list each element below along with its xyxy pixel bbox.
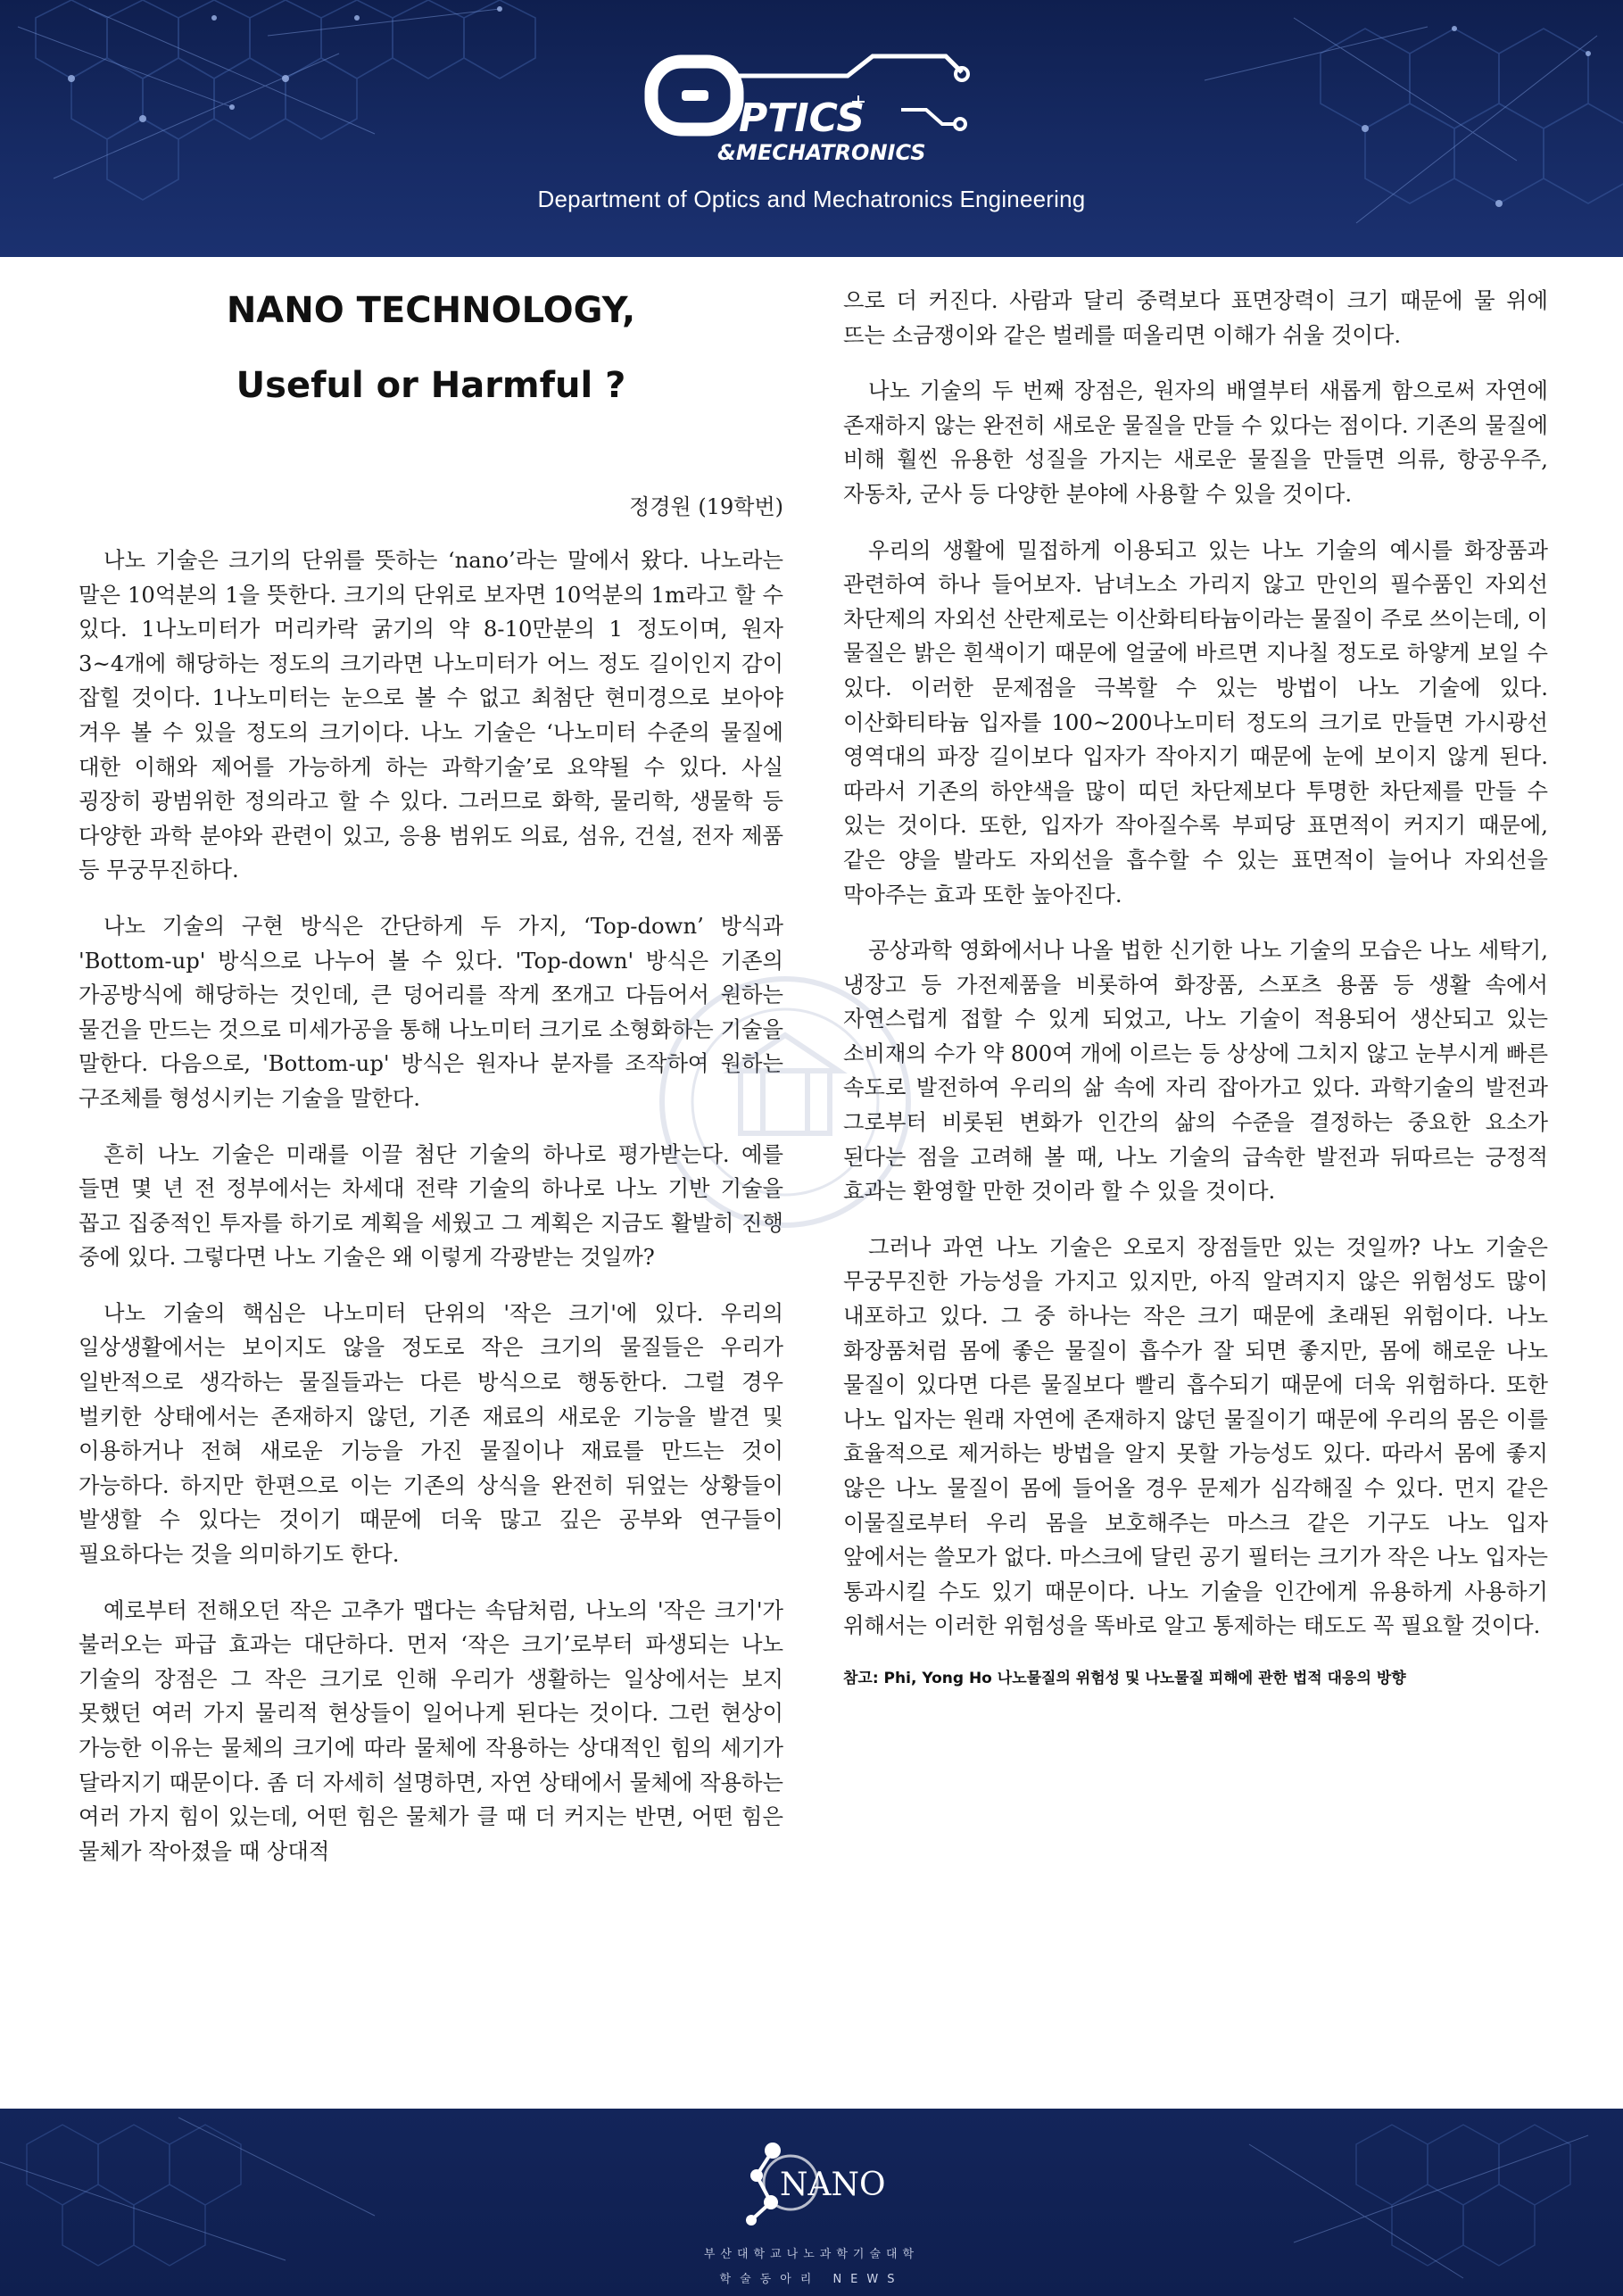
paragraph: 공상과학 영화에서나 나올 법한 신기한 나노 기술의 모습은 나노 세탁기, 냉장고 등 가전제품을 비롯하여 화장품, 스포츠 용품 등 생활 속에서 자연스럽게 접할 수 있게 되었고, 나노 기술이 적용되어 생산되고 있는 소비재의 수가 약 800여 개에 이르는 등 상상에 그치지 않고 눈부시게 빠른 속도로 발전하여 우리의 삶 속에 자리 잡아가고 있다. 과학기술의 발전과 그로부터 비롯된 변화가 인간의 삶의 수준을 결정하는 중요한 요소가 된다는 점을 고려해 볼 때, 나노 기술의 급속한 발전과 뒤따르는 긍정적 효과는 환영할 만한 것이라 할 수 있을 것이다. (843, 937, 1548, 1205)
logo-main-text: PTICS (739, 95, 865, 141)
paragraph: 나노 기술은 크기의 단위를 뜻하는 ‘nano’라는 말에서 왔다. 나노라는 말은 10억분의 1을 뜻한다. 크기의 단위로 보자면 10억분의 1m라고 할 수 있다. 1나노미터가 머리카락 굵기의 약 8-10만분의 1 정도이며, 원자 3~4개에 해당하는 정도의 크기라면 나노미터가 어느 정도 길이인지 감이 잡힐 것이다. 1나노미터는 눈으로 볼 수 없고 최첨단 현미경으로 보아야 겨우 볼 수 있을 정도의 크기이다. 나노 기술은 ‘나노미터 수준의 물질에 대한 이해와 제어를 가능하게 하는 과학기술’로 요약될 수 있다. 사실 굉장히 광범위한 정의라고 할 수 있다. 그러므로 화학, 물리학, 생물학 등 다양한 과학 분야와 관련이 있고, 응용 범위도 의료, 섬유, 건설, 전자 제품 등 무궁무진하다. (79, 547, 783, 883)
footer-college-name: 부산대학교나노과학기술대학 (703, 2248, 920, 2261)
optics-logo-icon (625, 49, 999, 170)
paragraph: 흔히 나노 기술은 미래를 이끌 첨단 기술의 하나로 평가받는다. 예를 들면 몇 년 전 정부에서는 차세대 전략 기술의 하나로 나노 기반 기술을 꼽고 집중적인 투자를 하기로 계획을 세웠고 그 계획은 지금도 활발히 진행 중에 있다. 그렇다면 나노 기술은 왜 이렇게 각광받는 것일까? (79, 1140, 783, 1271)
reference-note: 참고: Phi, Yong Ho 나노물질의 위험성 및 나노물질 피해에 관한 법적 대응의 방향 (843, 1669, 1406, 1687)
article-right-column (843, 284, 1548, 1692)
article-title-line2: Useful or Harmful ? (236, 365, 626, 406)
paragraph: 으로 더 커진다. 사람과 달리 중력보다 표면장력이 크기 때문에 물 위에 뜨는 소금쟁이와 같은 벌레를 떠올리면 이해가 쉬울 것이다. (843, 287, 1548, 348)
footer-club-news: 학술동아리 NEWS (719, 2273, 904, 2286)
paragraph: 그러나 과연 나노 기술은 오로지 장점들만 있는 것일까? 나노 기술은 무궁무진한 가능성을 가지고 있지만, 아직 알려지지 않은 위험성도 많이 내포하고 있다. 그 중 하나는 작은 크기 때문에 초래된 위험이다. 나노 화장품처럼 몸에 좋은 물질이 흡수가 잘 되면 좋지만, 몸에 해로운 나노 물질이 있다면 다른 물질보다 빨리 흡수되기 때문에 더욱 위험하다. 또한 나노 입자는 원래 자연에 존재하지 않던 물질이기 때문에 우리의 몸은 이를 효율적으로 제거하는 방법을 알지 못할 가능성도 있다. 따라서 몸에 좋지 않은 나노 물질이 몸에 들어올 경우 문제가 심각해질 수 있다. 먼지 같은 이물질로부터 우리 몸을 보호해주는 마스크 같은 기구도 나노 입자 앞에서는 쓸모가 없다. 마스크에 달린 공기 필터는 크기가 작은 나노 입자는 통과시킬 수도 있기 때문이다. 나노 기술을 인간에게 유용하게 사용하기 위해서는 이러한 위험성을 똑바로 알고 통제하는 태도도 꼭 필요할 것이다. (843, 1233, 1548, 1639)
article-left-column (79, 277, 783, 1890)
paragraph: 나노 기술의 두 번째 장점은, 원자의 배열부터 새롭게 함으로써 자연에 존재하지 않는 완전히 새로운 물질을 만들 수 있다는 점이다. 기존의 물질에 비해 훨씬 유용한 성질을 가지는 새로운 물질을 만들면 의류, 항공우주, 자동차, 군사 등 다양한 분야에 사용할 수 있을 것이다. (843, 377, 1548, 507)
nano-logo-text: NANO (780, 2167, 886, 2203)
nano-logo (737, 2131, 889, 2229)
paragraph: 예로부터 전해오던 작은 고추가 맵다는 속담처럼, 나노의 '작은 크기'가 불러오는 파급 효과는 대단하다. 먼저 ‘작은 크기’로부터 파생되는 나노 기술의 장점은 그 작은 크기로 인해 우리가 생활하는 일상에서는 보지 못했던 여러 가지 물리적 현상들이 일어나게 된다는 것이다. 그런 현상이 가능한 이유는 물체의 크기에 따라 물체에 작용하는 상대적인 힘의 세기가 달라지기 때문이다. 좀 더 자세히 설명하면, 자연 상태에서 물체에 작용하는 여러 가지 힘이 있는데, 어떤 힘은 물체가 클 때 더 커지는 반면, 어떤 힘은 물체가 작아졌을 때 상대적 (79, 1596, 783, 1864)
paragraph: 우리의 생활에 밀접하게 이용되고 있는 나노 기술의 예시를 화장품과 관련하여 하나 들어보자. 남녀노소 가리지 않고 만인의 필수품인 자외선 차단제의 자외선 산란제로는 이산화티타늄이라는 물질이 주로 쓰이는데, 이 물질은 밝은 흰색이기 때문에 얼굴에 바르면 지나칠 정도로 하얗게 보일 수 있다. 이러한 문제점을 극복할 수 있는 방법이 나노 기술에 있다. 이산화티타늄 입자를 100~200나노미터 정도의 크기로 만들면 가시광선 영역대의 파장 길이보다 입자가 작아지기 때문에 눈에 보이지 않게 된다. 따라서 기존의 하얀색을 많이 띠던 차단제보다 투명한 차단제를 만들 수 있는 것이다. 또한, 입자가 작아질수록 부피당 표면적이 커지기 때문에, 같은 양을 발라도 자외선을 흡수할 수 있는 표면적이 늘어나 자외선을 막아주는 효과 또한 높아진다. (843, 536, 1548, 908)
nano-molecule-icon (737, 2131, 889, 2229)
paragraph: 나노 기술의 핵심은 나노미터 단위의 '작은 크기'에 있다. 우리의 일상생활에서는 보이지도 않을 정도로 작은 크기의 물질들은 우리가 일반적으로 생각하는 물질들과는 다른 방식으로 행동한다. 그럴 경우 벌키한 상태에서는 존재하지 않던, 기존 재료의 새로운 기능을 발견 및 이용하거나 전혀 새로운 기능을 가진 물질이나 재료를 만드는 것이 가능하다. 하지만 한편으로 이는 기존의 상식을 완전히 뒤엎는 상황들이 발생할 수 있다는 것이기 때문에 더욱 많고 깊은 공부와 연구들이 필요하다는 것을 의미하기도 한다. (79, 1299, 783, 1568)
article-title-line1: NANO TECHNOLOGY, (226, 290, 636, 331)
optics-mechatronics-logo (625, 49, 999, 170)
header-banner (0, 0, 1623, 257)
paragraph: 나노 기술의 구현 방식은 간단하게 두 가지, ‘Top-down’ 방식과 'Bottom-up' 방식으로 나누어 볼 수 있다. 'Top-down' 방식은 기존의 가공방식에 해당하는 것인데, 큰 덩어리를 작게 쪼개고 다듬어서 원하는 물건을 만드는 것으로 미세가공을 통해 나노미터 크기로 소형화하는 기술을 말한다. 다음으로, 'Bottom-up' 방식은 원자나 분자를 조작하여 원하는 구조체를 형성시키는 기술을 말한다. (79, 912, 783, 1111)
logo-sub-text: &MECHATRONICS (717, 140, 926, 165)
article-author: 정경원 (19학번) (629, 494, 783, 519)
footer-banner (0, 2109, 1623, 2296)
department-name: Department of Optics and Mechatronics Engineering (537, 186, 1086, 212)
